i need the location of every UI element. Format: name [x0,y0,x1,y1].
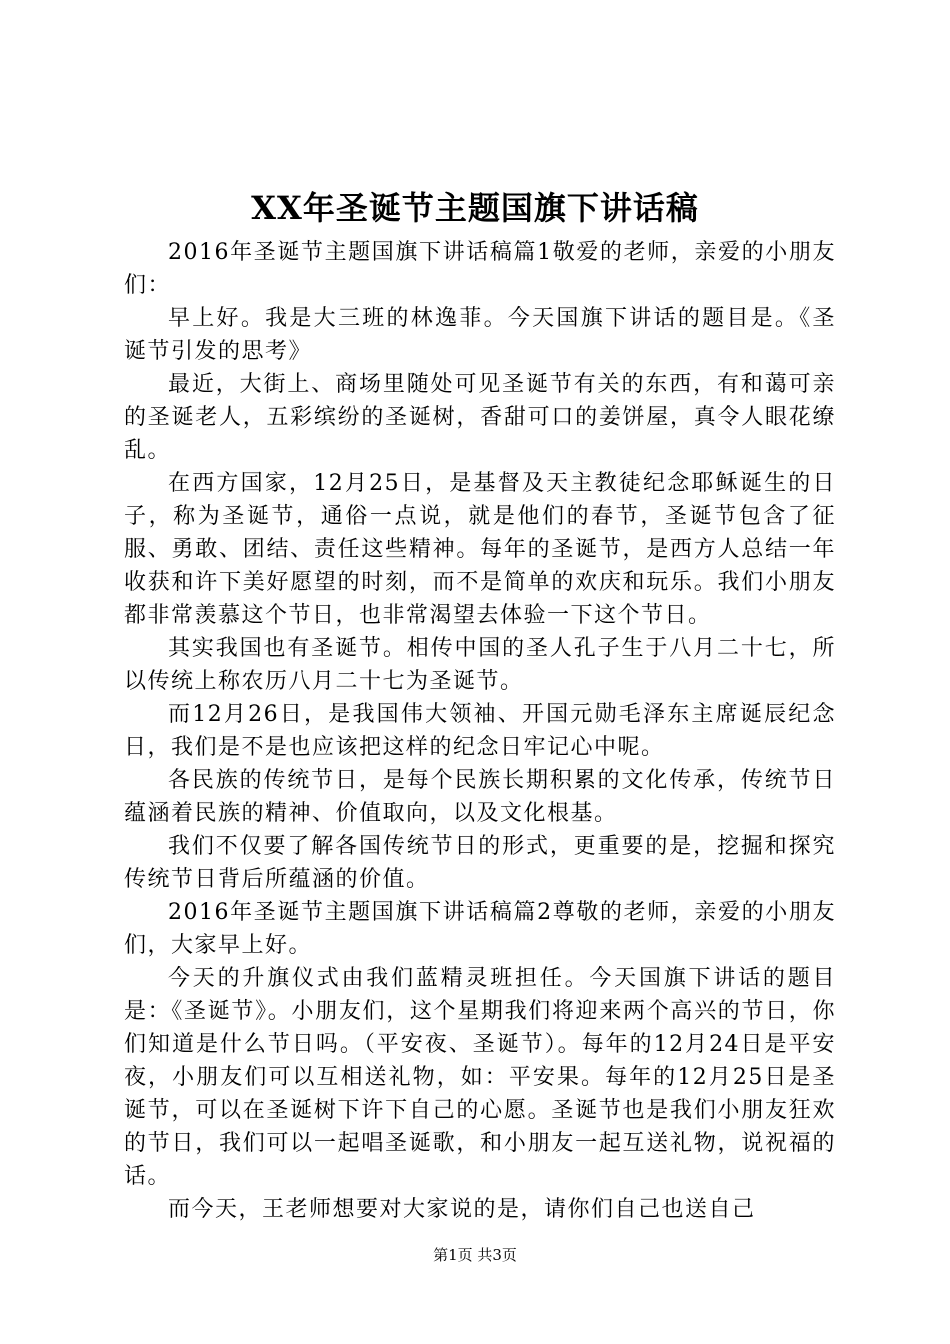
paragraph: 早上好。我是大三班的林逸菲。今天国旗下讲话的题目是。《圣诞节引发的思考》 [124,306,836,364]
document-title: XX年圣诞节主题国旗下讲话稿 [251,189,699,227]
paragraph: 各民族的传统节日，是每个民族长期积累的文化传承，传统节日蕴涵着民族的精神、价值取向，以及文化根基。 [124,768,836,826]
paragraph: 而今天，王老师想要对大家说的是，请你们自己也送自己 [168,1197,756,1222]
paragraph: 2016年圣诞节主题国旗下讲话稿篇1敬爱的老师，亲爱的小朋友们： [124,240,836,298]
paragraph: 2016年圣诞节主题国旗下讲话稿篇2尊敬的老师，亲爱的小朋友们，大家早上好。 [124,900,836,958]
paragraph: 今天的升旗仪式由我们蓝精灵班担任。今天国旗下讲话的题目是：《圣诞节》。小朋友们，这个星期我们将迎来两个高兴的节日，你们知道是什么节日吗。（平安夜、圣诞节）。每年的12月24日是平安夜，小朋友们可以互相送礼物，如：平安果。每年的12月25日是圣诞节，可以在圣诞树下许下自己的心愿。圣诞节也是我们小朋友狂欢的节日，我们可以一起唱圣诞歌，和小朋友一起互送礼物，说祝福的话。 [124,966,836,1189]
paragraph: 而12月26日，是我国伟大领袖、开国元勋毛泽东主席诞辰纪念日，我们是不是也应该把这样的纪念日牢记心中呢。 [124,702,836,760]
paragraph: 其实我国也有圣诞节。相传中国的圣人孔子生于八月二十七，所以传统上称农历八月二十七为圣诞节。 [124,636,836,694]
document-body [124,236,836,1226]
paragraph: 我们不仅要了解各国传统节日的形式，更重要的是，挖掘和探究传统节日背后所蕴涵的价值。 [124,834,836,892]
page-number: 第1页 共3页 [433,1246,517,1264]
paragraph: 最近，大街上、商场里随处可见圣诞节有关的东西，有和蔼可亲的圣诞老人，五彩缤纷的圣诞树，香甜可口的姜饼屋，真令人眼花缭乱。 [124,372,836,463]
paragraph: 在西方国家，12月25日，是基督及天主教徒纪念耶稣诞生的日子，称为圣诞节，通俗一点说，就是他们的春节，圣诞节包含了征服、勇敢、团结、责任这些精神。每年的圣诞节，是西方人总结一年收获和许下美好愿望的时刻，而不是简单的欢庆和玩乐。我们小朋友都非常羡慕这个节日，也非常渴望去体验一下这个节日。 [124,471,836,628]
